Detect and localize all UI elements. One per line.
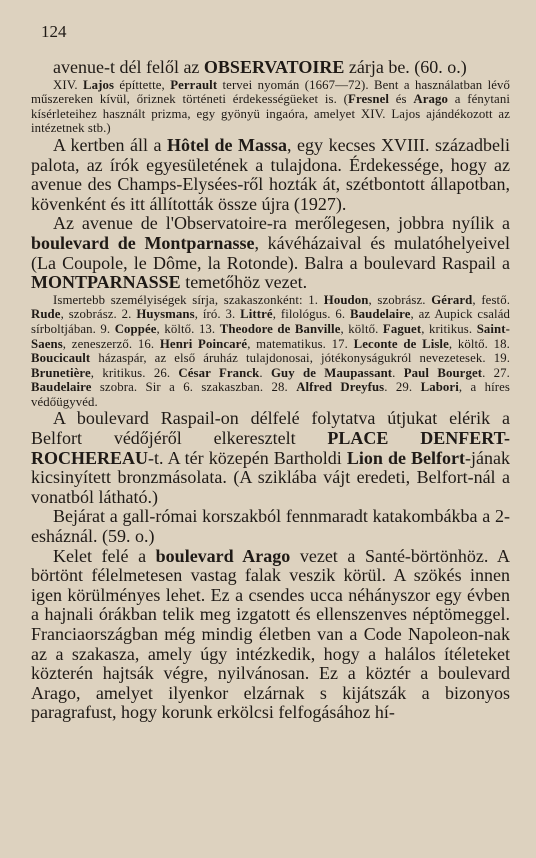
paragraph-catacombs: Bejárat a gall-római korszakból fennmaradt katakombákba a 2-esháznál. (59. o.) — [31, 506, 510, 547]
paragraph-sante-prison: Kelet felé a boulevard Arago vezet a Santé-börtönhöz. A börtönt félelmetesen vastag falak veszik körül. A szökés innen igen körülményes lehet. Ez a csendes ucca néhányszor egy évben a hajnali órákban telik meg izgatott és ellenszenves néptömeggel. Franciaországban még mindig életben van a Code Napoleon-nak az a szakasza, amely úgy intézkedik, hogy a halálos ítéleteket közterén hajtsák végre, nyilvánosan. Ez a köztér a boulevard Arago, amelyet ilyenkor elzárnak s kijátszák a bizonyos paragrafust, hogy korunk erkölcsi felfogásához hí- — [31, 545, 510, 723]
note-observatoire: XIV. Lajos építtette, Perrault tervei nyomán (1667—72). Bent a használatban lévő műszereken kívül, őriznek történeti érdekességüeket is. (Fresnel és Arago a fénytani kísérleteihez használt prizma, egy gyönyü ingaóra, amelyet XIV. Lajos ajándékozott az intézetnek stb.) — [31, 77, 511, 136]
paragraph-denfert-rochereau: A boulevard Raspail-on délfelé folytatva útjukat elérik a Belfort védőjéről elkeresztelt PLACE DENFERT-ROCHEREAU-t. A tér közepén Bartholdi Lion de Belfort-jának kicsinyített bronzmásolata. (A sziklába vájt eredeti, Belfort-nál a vonatból látható.) — [31, 408, 510, 507]
page-number: 124 — [41, 22, 67, 41]
paragraph-observatoire: avenue-t dél felől az OBSERVATOIRE zárja be. (60. o.) — [53, 57, 467, 77]
paragraph-montparnasse: Az avenue de l'Observatoire-ra merőlegesen, jobbra nyílik a boulevard de Montparnasse, kávéházaival és mulatóhelyeivel (La Coupole, le Dôme, la Rotonde). Balra a boulevard Raspail a MONTPARNASSE temetőhöz vezet. — [31, 213, 510, 293]
paragraph-hotel-de-massa: A kertben áll a Hôtel de Massa, egy kecses XVIII. századbeli palota, az írók egyesületének a tulajdona. Érdekessége, hogy az avenue des Champs-Elysées-ről hozták át, szétbontott állapotban, kövenként és itt állították össze újra (1927). — [31, 134, 511, 214]
note-graves: Ismertebb személyiségek sírja, szakaszonként: 1. Houdon, szobrász. Gérard, festő. Rude, szobrász. 2. Huysmans, író. 3. Littré, filológus. 6. Baudelaire, az Aupick család sírboltjában. 9. Coppée, költő. 13. Theodore de Banville, költő. Faguet, kritikus. Saint-Saens, zeneszerző. 16. Henri Poincaré, matematikus. 17. Leconte de Lisle, költő. 18. Boucicault házaspár, az első áruház tulajdonosai, jótékonyságukról nevezetesek. 19. Brunetière, kritikus. 26. César Franck. Guy de Maupassant. Paul Bourget. 27. Baudelaire szobra. Sir a 6. szakaszban. 28. Alfred Dreyfus. 29. Labori, a híres védőügyvéd. — [31, 292, 511, 409]
